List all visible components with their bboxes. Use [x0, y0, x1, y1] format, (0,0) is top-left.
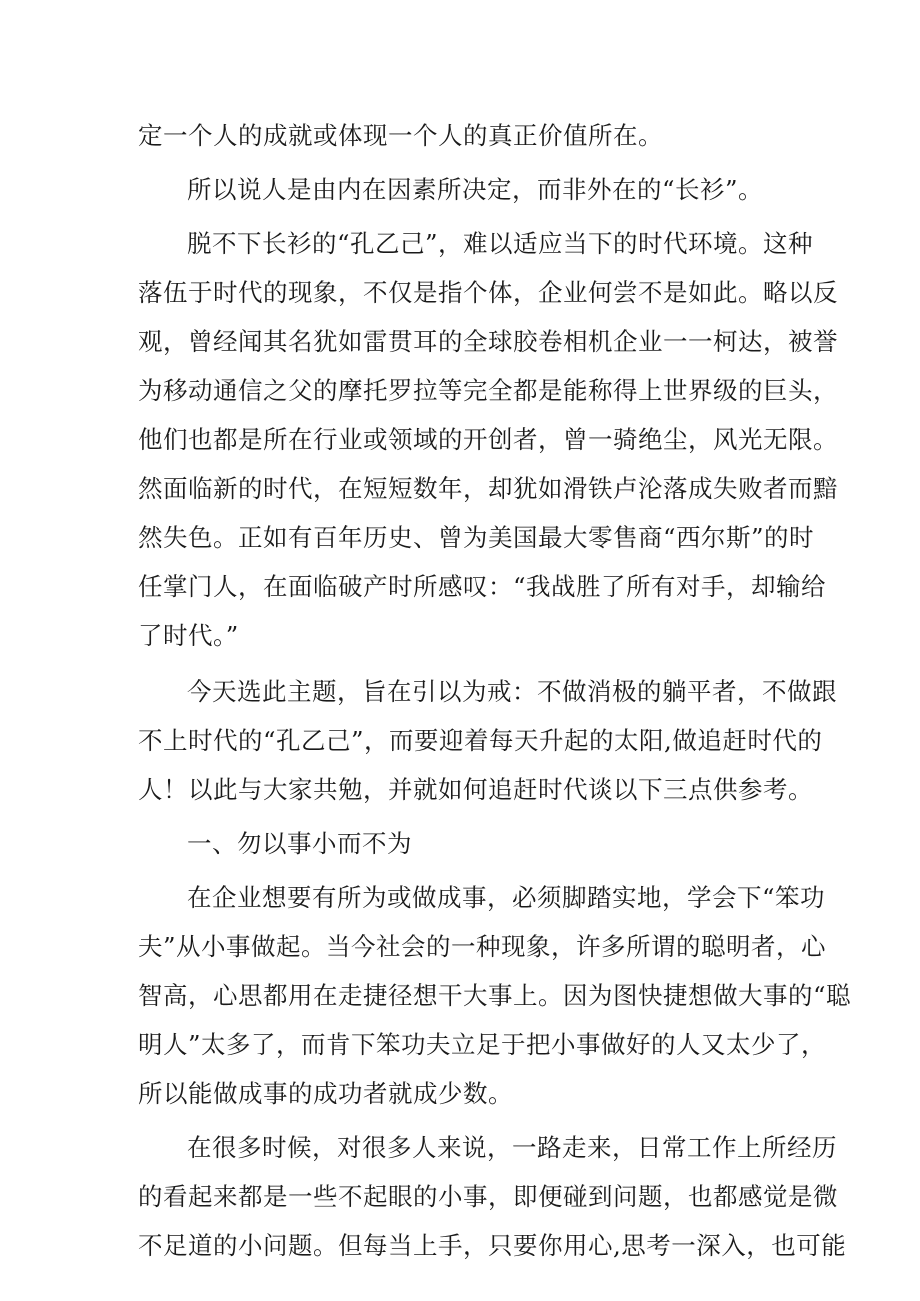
- text-line: 落伍于时代的现象，不仅是指个体，企业何尝不是如此。略以反: [138, 278, 838, 307]
- text-line: 了时代。”: [138, 621, 239, 650]
- text-line: 所以能做成事的成功者就成少数。: [138, 1079, 513, 1108]
- text-line: 定一个人的成就或体现一个人的真正价值所在。: [138, 121, 663, 150]
- text-line: 为移动通信之父的摩托罗拉等完全都是能称得上世界级的巨头，: [138, 376, 838, 405]
- text-line: 不足道的小问题。但每当上手，只要你用心,思考一深入，也可能: [138, 1231, 847, 1260]
- text-line: 智高，心思都用在走捷径想干大事上。因为图快捷想做大事的“聪: [138, 981, 852, 1010]
- text-line: 然面临新的时代，在短短数年，却犹如滑铁卢沦落成失败者而黯: [138, 474, 838, 503]
- text-line: 在很多时候，对很多人来说，一路走来，日常工作上所经历: [187, 1133, 837, 1162]
- text-line: 不上时代的“孔乙己”，而要迎着每天升起的太阳,做追赶时代的: [138, 726, 823, 755]
- text-line: 所以说人是由内在因素所决定，而非外在的“长衫”。: [187, 175, 764, 204]
- text-line: 今天选此主题，旨在引以为戒：不做消极的躺平者，不做跟: [187, 677, 837, 706]
- text-line: 的看起来都是一些不起眼的小事，即便碰到问题，也都感觉是微: [138, 1182, 838, 1211]
- text-line: 观，曾经闻其名犹如雷贯耳的全球胶卷相机企业一一柯达，被誉: [138, 327, 838, 356]
- text-line: 人！以此与大家共勉，并就如何追赶时代谈以下三点供参考。: [138, 775, 813, 804]
- text-line: 脱不下长衫的“孔乙己”，难以适应当下的时代环境。这种: [187, 229, 814, 258]
- text-line: 在企业想要有所为或做成事，必须脚踏实地，学会下“笨功: [187, 883, 826, 912]
- text-line: 然失色。正如有百年历史、曾为美国最大零售商“西尔斯”的时: [138, 523, 815, 552]
- section-heading: 一、勿以事小而不为: [187, 829, 412, 858]
- text-line: 夫”从小事做起。当今社会的一种现象，许多所谓的聪明者，心: [138, 932, 827, 961]
- text-line: 明人”太多了，而肯下笨功夫立足于把小事做好的人又太少了，: [138, 1030, 827, 1059]
- text-line: 任掌门人，在面临破产时所感叹：“我战胜了所有对手，却输给: [138, 572, 827, 601]
- text-line: 他们也都是所在行业或领域的开创者，曾一骑绝尘，风光无限。: [138, 425, 838, 454]
